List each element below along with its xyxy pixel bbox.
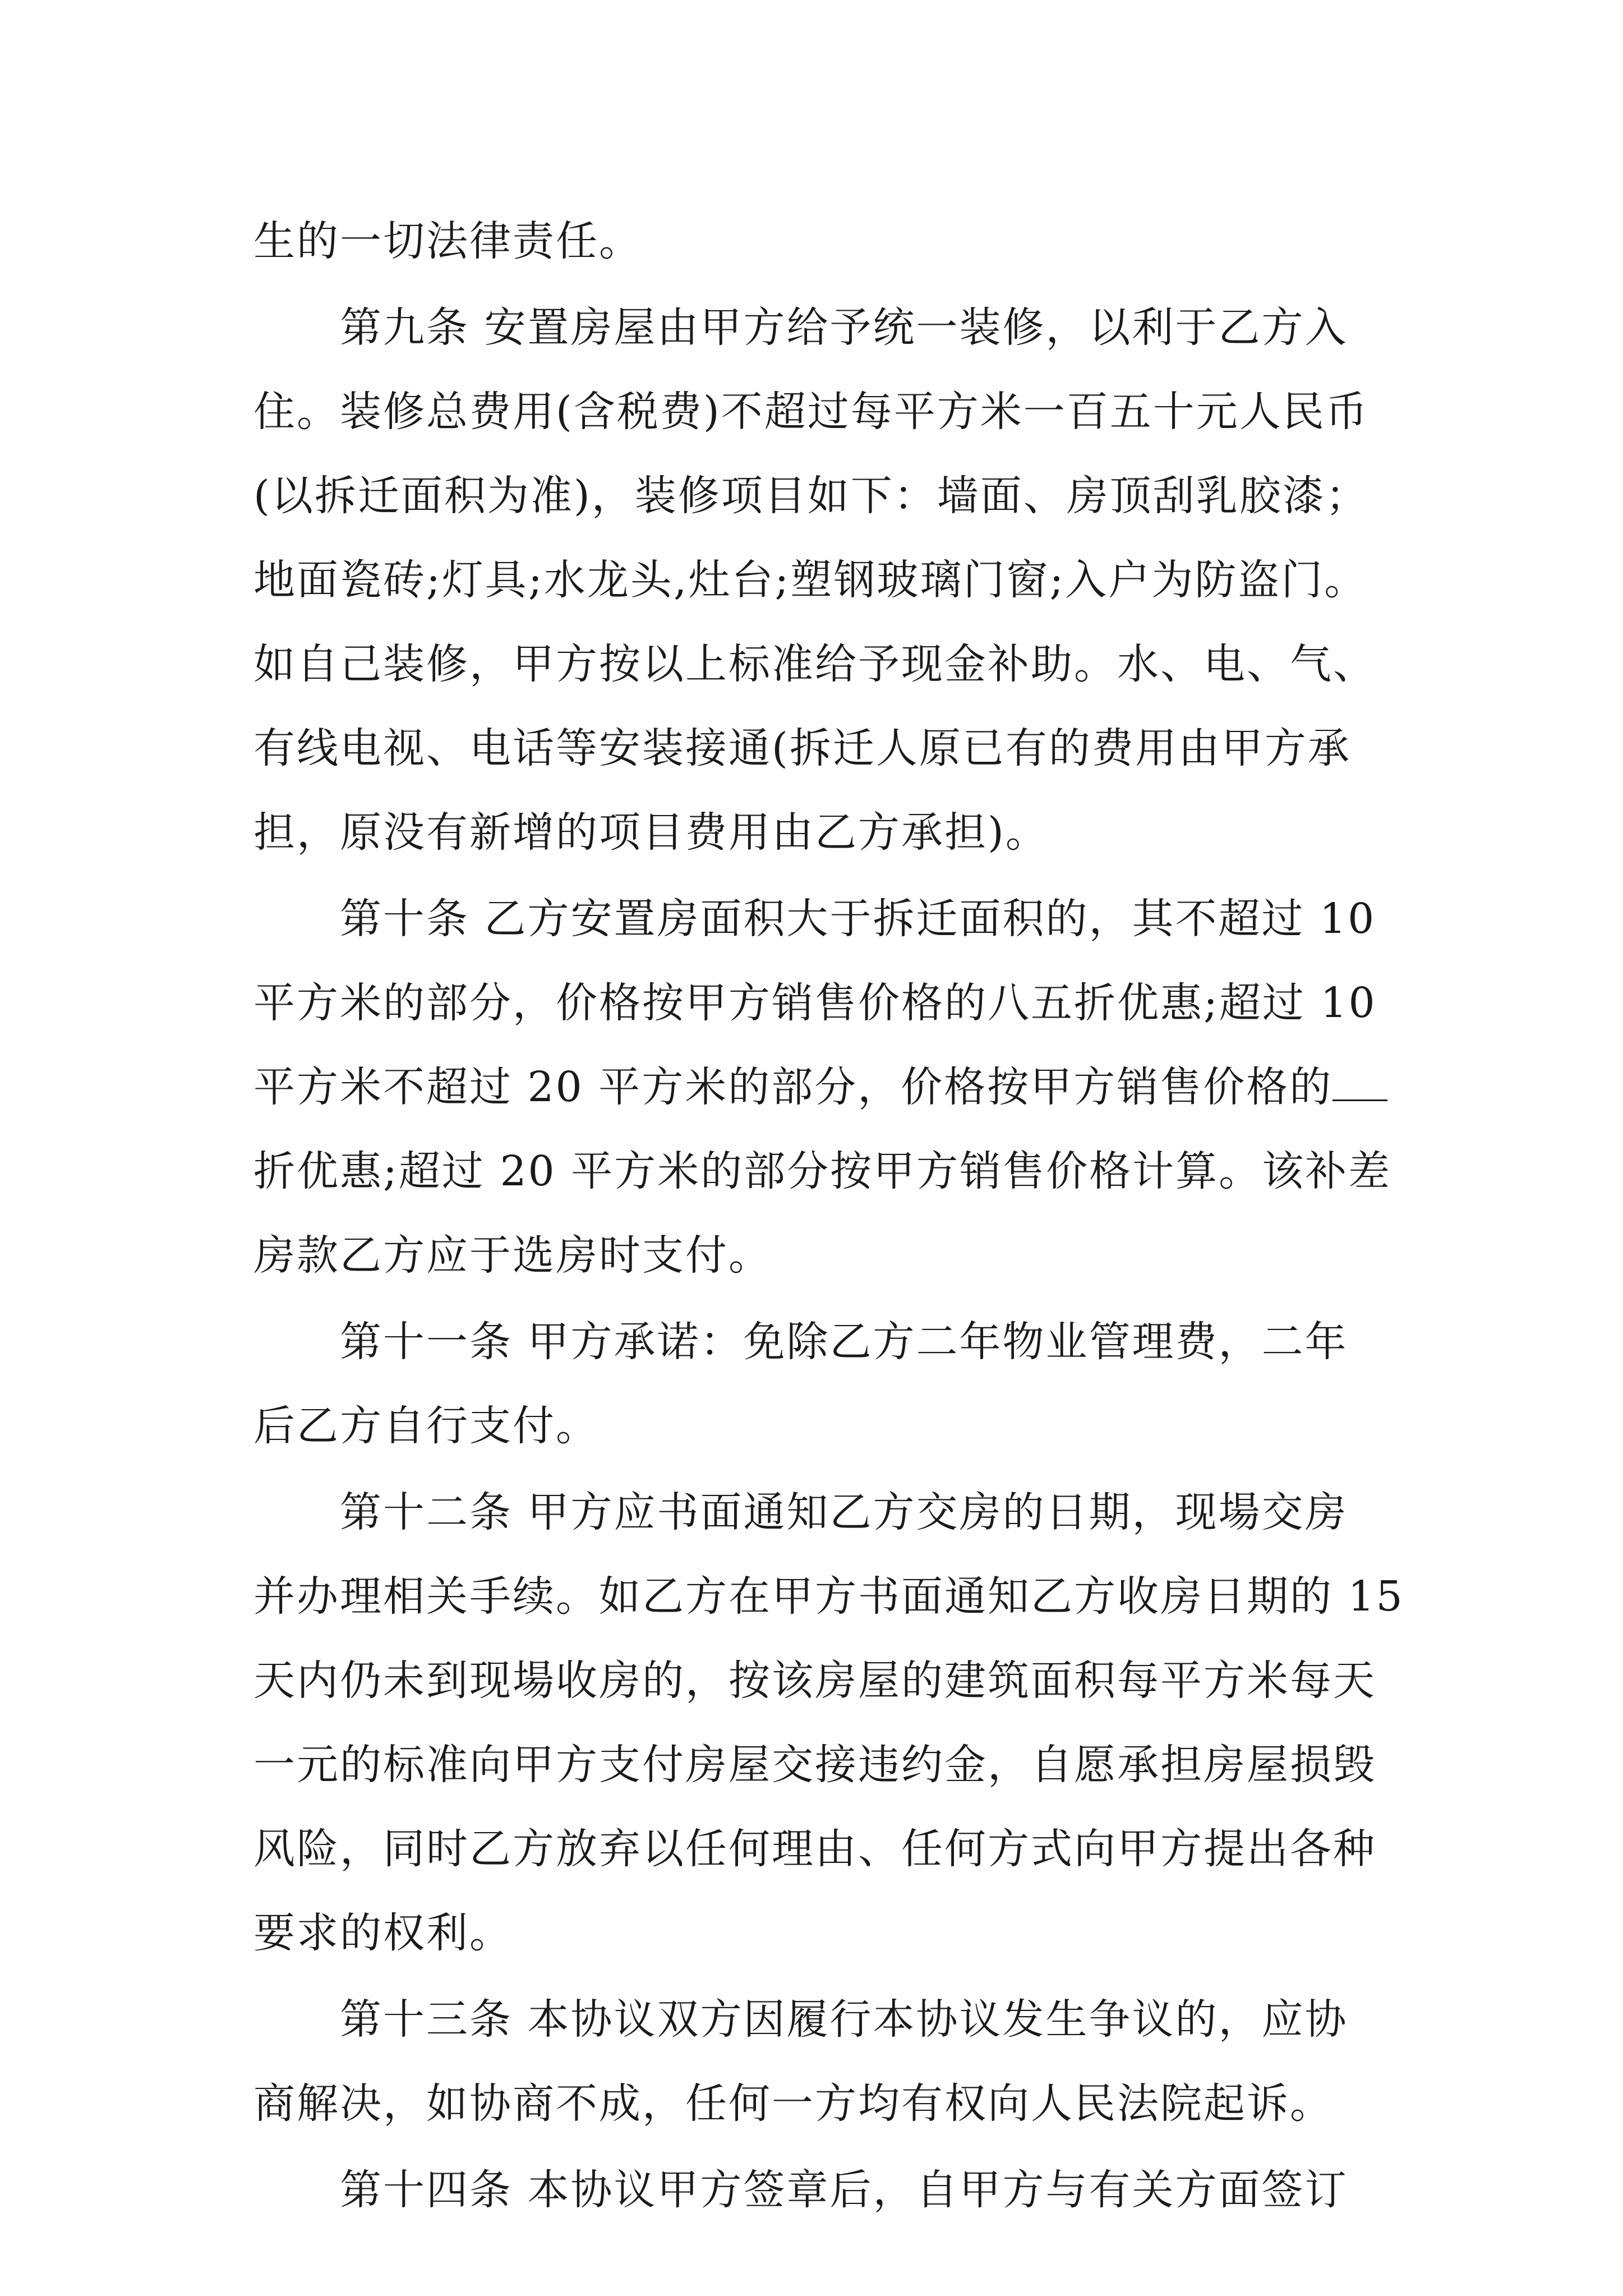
text-line: (以拆迁面积为准)，装修项目如下：墙面、房顶刮乳胶漆；: [253, 472, 1369, 520]
text-line: 房款乙方应于选房时支付。: [253, 1231, 772, 1280]
text-line: 有线电视、电话等安装接通(拆迁人原已有的费用由甲方承: [253, 724, 1351, 772]
article-11-heading-line: 第十一条 甲方承诺：免除乙方二年物业管理费，二年: [340, 1318, 1348, 1366]
article-10-heading-line: 第十条 乙方安置房面积大于拆迁面积的，其不超过 10: [340, 895, 1376, 943]
text-line: 风险，同时乙方放弃以任何理由、任何方式向甲方提出各种: [253, 1825, 1376, 1873]
text-line: 担，原没有新增的项目费用由乙方承担)。: [253, 808, 1049, 857]
text-fragment: 平方米不超过 20 平方米的部分，价格按甲方销售价格的: [253, 1063, 1333, 1111]
text-line: 如自己装修，甲方按以上标准给予现金补助。水、电、气、: [253, 640, 1376, 688]
text-line: 天内仍未到现場收房的，按该房屋的建筑面积每平方米每天: [253, 1657, 1376, 1705]
text-line: 生的一切法律责任。: [253, 217, 642, 265]
text-line: 后乙方自行支付。: [253, 1402, 599, 1450]
text-line: 折优惠;超过 20 平方米的部分按甲方销售价格计算。该补差: [253, 1147, 1392, 1195]
article-14-heading-line: 第十四条 本协议甲方签章后，自甲方与有关方面签订: [340, 2166, 1348, 2214]
text-line: 地面瓷砖;灯具;水龙头,灶台;塑钢玻璃门窗;入户为防盗门。: [253, 556, 1368, 604]
text-line: 平方米的部分，价格按甲方销售价格的八五折优惠;超过 10: [253, 979, 1377, 1027]
text-line: 并办理相关手续。如乙方在甲方书面通知乙方收房日期的 15: [253, 1572, 1404, 1621]
text-line: 一元的标准向甲方支付房屋交接违约金，自愿承担房屋损毁: [253, 1741, 1376, 1789]
article-9-heading-line: 第九条 安置房屋由甲方给予统一装修，以利于乙方入: [340, 303, 1348, 352]
text-line: 住。装修总费用(含税费)不超过每平方米一百五十元人民币: [253, 388, 1369, 436]
fill-in-blank: [1332, 1065, 1387, 1101]
article-13-heading-line: 第十三条 本协议双方因履行本协议发生争议的，应协: [340, 1995, 1348, 2044]
text-line: 商解决，如协商不成，任何一方均有权向人民法院起诉。: [253, 2079, 1333, 2128]
text-line: 要求的权利。: [253, 1909, 513, 1957]
text-line-with-blank: [253, 1059, 1387, 1115]
article-12-heading-line: 第十二条 甲方应书面通知乙方交房的日期，现場交房: [340, 1488, 1348, 1536]
